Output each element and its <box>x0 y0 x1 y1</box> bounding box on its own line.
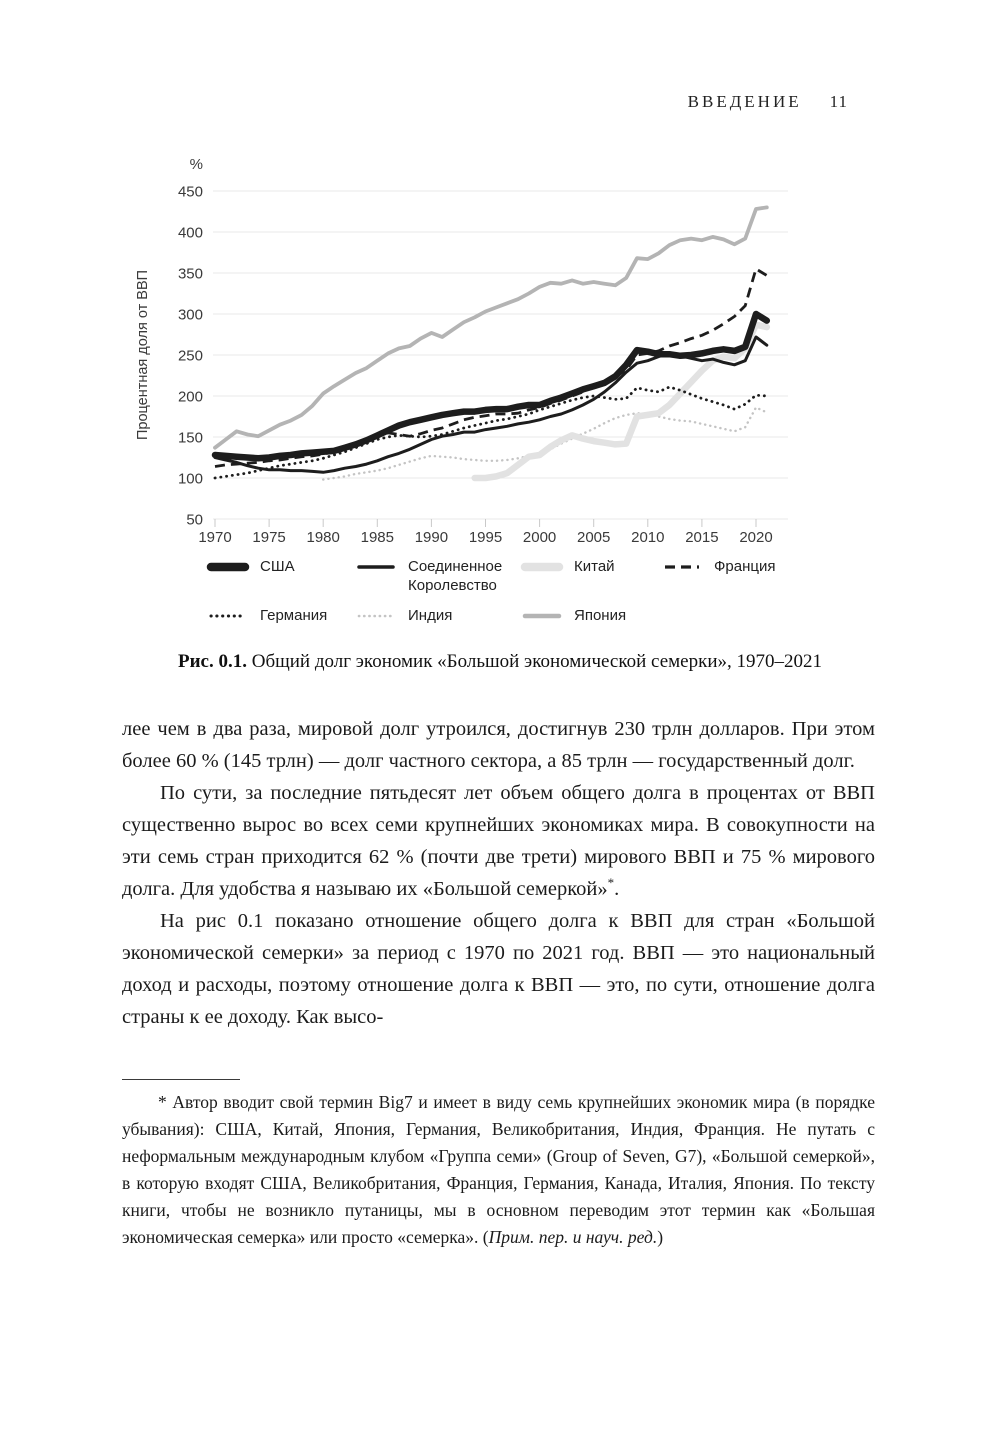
x-tick-label: 1985 <box>360 529 394 546</box>
legend-label: Соединенное Королевство <box>408 558 503 594</box>
footnote-marker: * <box>607 875 615 891</box>
x-tick-label: 2020 <box>739 529 773 546</box>
footnote-rule <box>122 1079 240 1080</box>
legend-item-1 <box>353 557 519 595</box>
legend-label: Франция <box>714 558 776 575</box>
y-tick-label: 400 <box>177 224 203 242</box>
legend-item-4 <box>205 606 353 625</box>
x-tick-label: 2005 <box>577 529 611 546</box>
legend-item-0 <box>205 557 353 595</box>
legend-line-sample <box>519 561 565 573</box>
figure-caption <box>100 651 900 673</box>
y-tick-label: 100 <box>177 470 203 488</box>
legend-line-sample <box>205 561 251 573</box>
legend-label: Германия <box>260 607 328 624</box>
footnote-text: * Автор вводит свой термин Big7 и имеет в виду семь крупнейших экономик мира (в порядке убывания): США, Китай, Япония, Германия, Великобритания, Индия, Франция. Не путать с неформальным международным клубом «Группа семи» (Group of Seven, G7), «Большой семеркой», в которую входят США, Великобритания, Франция, Германия, Канада, Италия, Япония. По тексту книги, чтобы не возникло путаницы, мы в основном переводим этот термин как «Большая экономическая семерка» или просто «семерка». (Прим. пер. и науч. ред.) <box>122 1092 875 1247</box>
figure-caption-text: Общий долг экономик «Большой экономической семерки», 1970–2021 <box>246 651 822 672</box>
legend-line-sample <box>353 561 399 573</box>
y-tick-label: 150 <box>177 429 203 447</box>
y-tick-label: 50 <box>186 511 203 529</box>
page-number: 11 <box>829 92 848 111</box>
paragraph-3: На рис 0.1 показано отношение общего долга к ВВП для стран «Большой экономической семерки» за период с 1970 по 2021 год. ВВП — это национальный доход и расходы, поэтому отношение долга к ВВП — это, по сути, отношение долга страны к ее доходу. Как высо- <box>122 910 875 1028</box>
legend-row <box>205 557 810 595</box>
figure-chart <box>130 150 810 625</box>
legend-line-sample <box>353 610 399 622</box>
legend-label: Китай <box>574 558 615 575</box>
x-tick-label: 1970 <box>198 529 232 546</box>
x-tick-label: 2015 <box>685 529 719 546</box>
debt-to-gdp-chart <box>130 150 802 555</box>
footnote-attribution: Прим. пер. и науч. ред. <box>488 1227 658 1247</box>
series-line-4 <box>215 387 767 478</box>
running-header <box>0 0 1000 112</box>
x-tick-label: 2010 <box>631 529 665 546</box>
y-tick-label: 200 <box>177 388 203 406</box>
legend-line-sample <box>659 561 705 573</box>
x-tick-label: 1995 <box>468 529 503 546</box>
x-tick-label: 1990 <box>414 529 449 546</box>
x-tick-label: 1975 <box>252 529 286 546</box>
y-tick-label: 250 <box>177 347 203 365</box>
body-text <box>122 713 875 1033</box>
legend-item-2 <box>519 557 659 595</box>
y-tick-label: 350 <box>177 265 203 283</box>
paragraph-1: лее чем в два раза, мировой долг утроился, достигнув 230 трлн долларов. При этом более 60 % (145 трлн) — долг частного сектора, а 85 трлн — государственный долг. <box>122 718 875 772</box>
x-tick-label: 2000 <box>522 529 557 546</box>
legend-item-3 <box>659 557 810 595</box>
figure-caption-label: Рис. 0.1. <box>177 651 247 672</box>
chart-legend <box>130 557 810 625</box>
y-axis-title: Процентная доля от ВВП <box>135 269 151 441</box>
paragraph-2: По сути, за последние пятьдесят лет объем общего долга в процентах от ВВП существенно вырос во всех семи крупнейших экономиках мира. В совокупности на эти семь стран приходится 62 % (почти две трети) мирового ВВП и 75 % мирового долга. Для удобства я называю их «Большой семеркой»*. <box>122 782 875 900</box>
x-tick-label: 1980 <box>306 529 340 546</box>
legend-label: Япония <box>574 607 627 624</box>
legend-label: США <box>260 558 295 575</box>
footnote-block <box>122 1079 875 1251</box>
legend-line-sample <box>205 610 251 622</box>
y-axis-unit-label: % <box>189 156 203 173</box>
section-title: ВВЕДЕНИЕ <box>687 92 802 111</box>
legend-line-sample <box>519 610 565 622</box>
y-tick-label: 450 <box>177 183 203 201</box>
legend-row <box>205 606 810 625</box>
legend-item-5 <box>353 606 519 625</box>
legend-item-6 <box>519 606 659 625</box>
y-tick-label: 300 <box>177 306 203 324</box>
legend-label: Индия <box>408 607 453 624</box>
